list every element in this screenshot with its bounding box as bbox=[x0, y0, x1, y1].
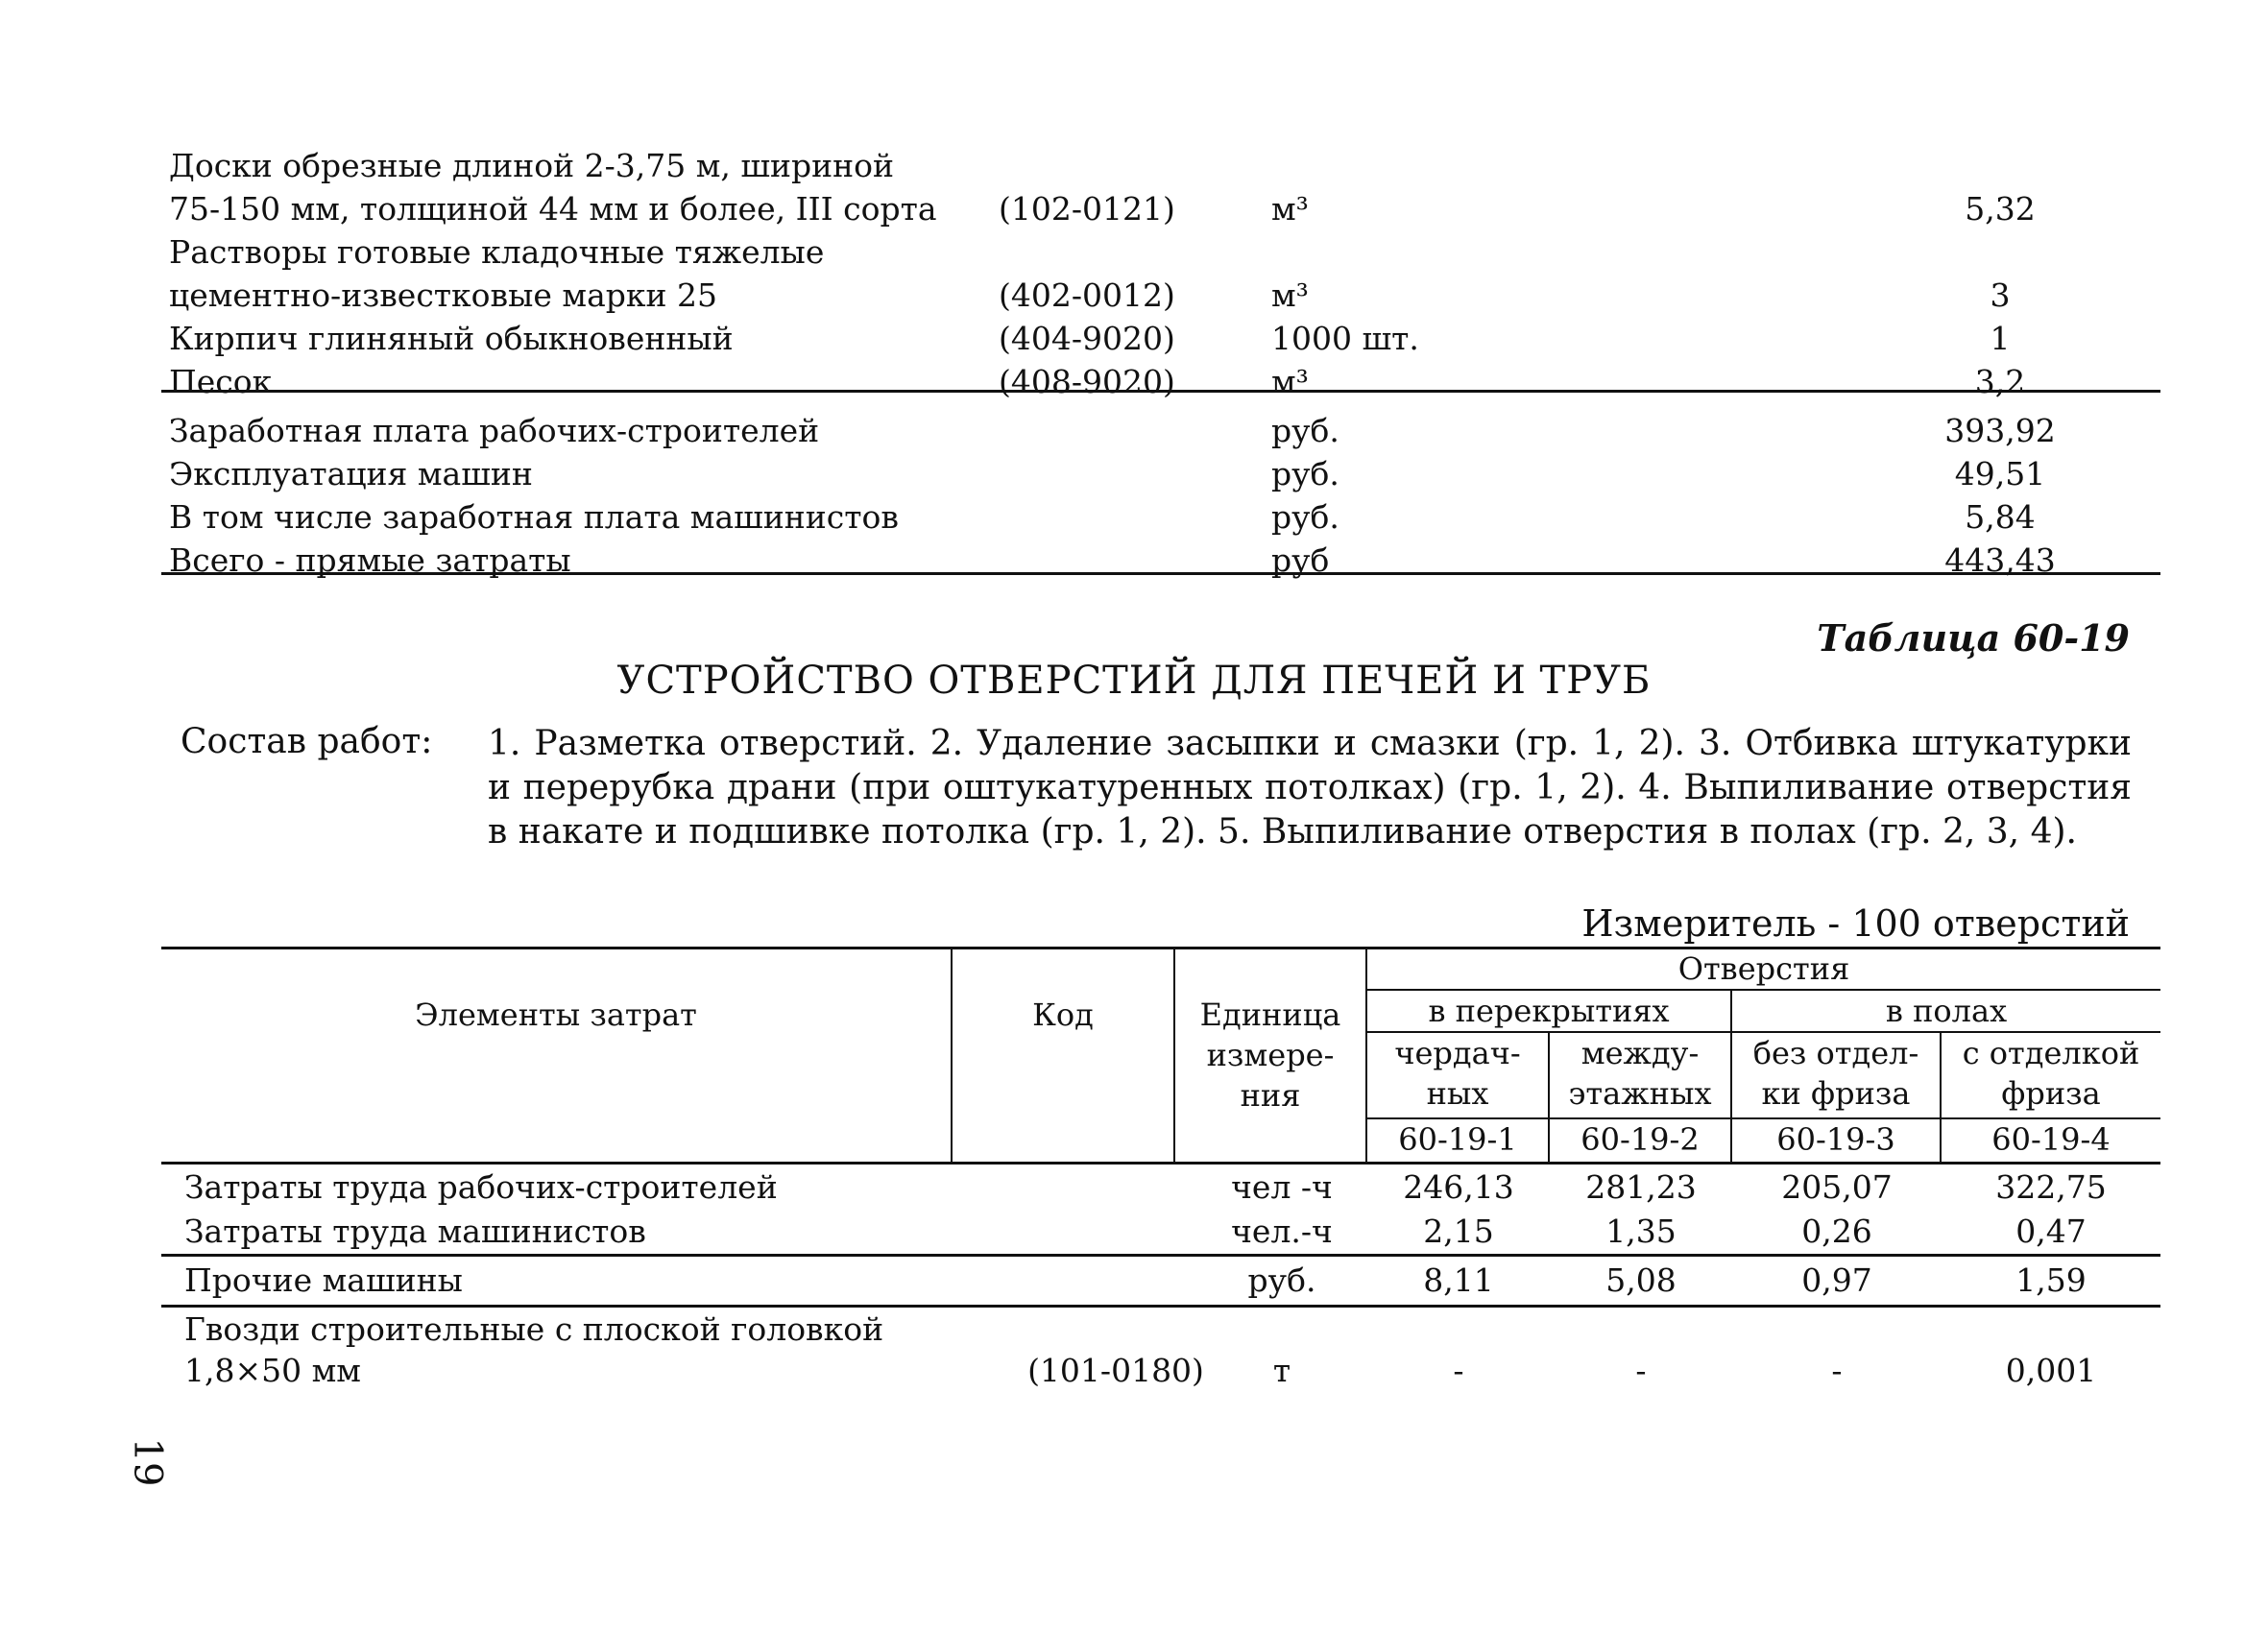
cost-value: 8,11 bbox=[1423, 1261, 1494, 1299]
table-number: Таблица 60-19 bbox=[1817, 616, 2130, 660]
summary-unit: руб. bbox=[1271, 455, 1339, 492]
summary-name: В том числе заработная плата машинистов bbox=[169, 498, 899, 536]
cost-name: Затраты труда рабочих-строителей bbox=[184, 1168, 778, 1206]
summary-row bbox=[161, 452, 2160, 495]
table-row bbox=[161, 274, 2160, 317]
cost-value: 2,15 bbox=[1423, 1213, 1494, 1250]
table-row bbox=[161, 360, 2160, 403]
summary-row bbox=[161, 539, 2160, 582]
cost-unit: руб. bbox=[1247, 1261, 1316, 1299]
resource-code: (404-9020) bbox=[999, 320, 1175, 357]
table-row bbox=[161, 1350, 2160, 1392]
resource-name: цементно-известковые марки 25 bbox=[169, 276, 717, 314]
resource-name: Кирпич глиняный обыкновенный bbox=[169, 320, 734, 357]
table-divider bbox=[161, 390, 2160, 393]
resource-value: 1 bbox=[1990, 320, 2011, 357]
resource-unit: м³ bbox=[1271, 363, 1309, 400]
header-interfloor: между- bbox=[1580, 1035, 1700, 1071]
table-row bbox=[161, 1254, 2160, 1305]
work-composition-text: 1. Разметка отверстий. 2. Удаление засыпки и смазки (гр. 1, 2). 3. Отбивка штукатурки и перерубка драни (при оштукатуренных потолках) (гр. 1, 2). 4. Выпиливание отверстия в накате и подшивке потолка (гр. 1, 2). 5. Выпиливание отверстия в полах (гр. 2, 3, 4). bbox=[488, 724, 2132, 852]
resource-unit: 1000 шт. bbox=[1271, 320, 1419, 357]
work-composition-label: Состав работ: bbox=[181, 722, 433, 761]
cost-value: 0,97 bbox=[1801, 1261, 1872, 1299]
main-table-body bbox=[161, 1165, 2160, 1392]
cost-name: Прочие машины bbox=[184, 1261, 463, 1299]
resource-name: 75-150 мм, толщиной 44 мм и более, III сорта bbox=[169, 190, 937, 228]
cost-value: 246,13 bbox=[1403, 1168, 1514, 1206]
summary-value: 49,51 bbox=[1954, 455, 2046, 492]
header-norm-code: 60-19-2 bbox=[1580, 1121, 1700, 1158]
cost-unit: чел -ч bbox=[1231, 1168, 1333, 1206]
header-openings: Отверстия bbox=[1677, 950, 1850, 987]
summary-name: Эксплуатация машин bbox=[169, 455, 533, 492]
header-in-floors: в полах bbox=[1885, 993, 2008, 1029]
cost-code: (101-0180) bbox=[1027, 1352, 1204, 1389]
header-attic: чердач- bbox=[1394, 1035, 1521, 1071]
header-norm-code: 60-19-3 bbox=[1776, 1121, 1895, 1158]
cost-value: 1,35 bbox=[1605, 1213, 1677, 1250]
table-row bbox=[161, 144, 2160, 187]
header-no-frieze: без отдел- bbox=[1752, 1035, 1919, 1071]
cost-value: 322,75 bbox=[1995, 1168, 2107, 1206]
table-row bbox=[161, 317, 2160, 360]
cost-value: 0,001 bbox=[2005, 1352, 2097, 1389]
summary-unit: руб. bbox=[1271, 498, 1339, 536]
header-norm-code: 60-19-4 bbox=[1991, 1121, 2111, 1158]
header-unit-line1: Единица bbox=[1199, 997, 1341, 1033]
cost-value: - bbox=[1635, 1352, 1647, 1389]
header-with-frieze: с отделкой bbox=[1962, 1035, 2140, 1071]
resource-unit: м³ bbox=[1271, 190, 1309, 228]
cost-unit: чел.-ч bbox=[1231, 1213, 1333, 1250]
resource-name: Песок bbox=[169, 363, 273, 400]
measure-unit: Измеритель - 100 отверстий bbox=[1581, 902, 2130, 945]
summary-value: 393,92 bbox=[1944, 412, 2056, 449]
cost-value: 0,47 bbox=[2015, 1213, 2087, 1250]
summary-name: Всего - прямые затраты bbox=[169, 541, 571, 579]
table-row bbox=[161, 230, 2160, 274]
table-row bbox=[161, 1210, 2160, 1254]
summary-value: 443,43 bbox=[1944, 541, 2056, 579]
cost-value: 281,23 bbox=[1585, 1168, 1697, 1206]
resource-code: (402-0012) bbox=[999, 276, 1175, 314]
resource-value: 3 bbox=[1990, 276, 2011, 314]
header-code: Код bbox=[1032, 997, 1094, 1033]
cost-name: 1,8×50 мм bbox=[184, 1352, 361, 1389]
table-row bbox=[161, 1165, 2160, 1210]
column-divider bbox=[951, 947, 953, 1164]
header-interfloor: этажных bbox=[1568, 1075, 1712, 1112]
header-norm-code: 60-19-1 bbox=[1398, 1121, 1517, 1158]
summary-row bbox=[161, 495, 2160, 539]
table-bottom-rule bbox=[161, 572, 2160, 575]
cost-name: Затраты труда машинистов bbox=[184, 1213, 646, 1250]
resource-code: (102-0121) bbox=[999, 190, 1175, 228]
header-attic: ных bbox=[1426, 1075, 1489, 1112]
top-resource-table bbox=[161, 144, 2160, 582]
cost-value: 1,59 bbox=[2015, 1261, 2087, 1299]
resource-value: 3,2 bbox=[1974, 363, 2026, 400]
header-elements: Элементы затрат bbox=[415, 997, 697, 1033]
table-row bbox=[161, 1305, 2160, 1350]
cost-value: 0,26 bbox=[1801, 1213, 1872, 1250]
cost-value: - bbox=[1453, 1352, 1464, 1389]
resource-code: (408-9020) bbox=[999, 363, 1175, 400]
cost-value: 5,08 bbox=[1605, 1261, 1677, 1299]
table-row bbox=[161, 187, 2160, 230]
header-with-frieze: фриза bbox=[2001, 1075, 2101, 1112]
section-title: УСТРОЙСТВО ОТВЕРСТИЙ ДЛЯ ПЕЧЕЙ И ТРУБ bbox=[616, 659, 1652, 703]
summary-name: Заработная плата рабочих-строителей bbox=[169, 412, 820, 449]
resource-unit: м³ bbox=[1271, 276, 1309, 314]
cost-value: - bbox=[1831, 1352, 1843, 1389]
summary-row bbox=[161, 409, 2160, 452]
resource-value: 5,32 bbox=[1965, 190, 2036, 228]
cost-value: 205,07 bbox=[1781, 1168, 1893, 1206]
header-bottom-rule bbox=[161, 1162, 2160, 1165]
header-no-frieze: ки фриза bbox=[1761, 1075, 1911, 1112]
cost-name: Гвозди строительные с плоской головкой bbox=[184, 1310, 884, 1348]
summary-unit: руб bbox=[1271, 541, 1330, 579]
summary-unit: руб. bbox=[1271, 412, 1339, 449]
header-unit-line2: измере- bbox=[1206, 1037, 1335, 1073]
header-in-ceilings: в перекрытиях bbox=[1428, 993, 1670, 1029]
page-number: 19 bbox=[125, 1437, 170, 1487]
cost-unit: т bbox=[1272, 1352, 1291, 1389]
summary-value: 5,84 bbox=[1965, 498, 2036, 536]
resource-name: Растворы готовые кладочные тяжелые bbox=[169, 233, 825, 271]
main-table-header bbox=[161, 947, 2160, 1165]
header-unit-line3: ния bbox=[1240, 1077, 1301, 1114]
resource-name: Доски обрезные длиной 2-3,75 м, шириной bbox=[169, 147, 894, 184]
